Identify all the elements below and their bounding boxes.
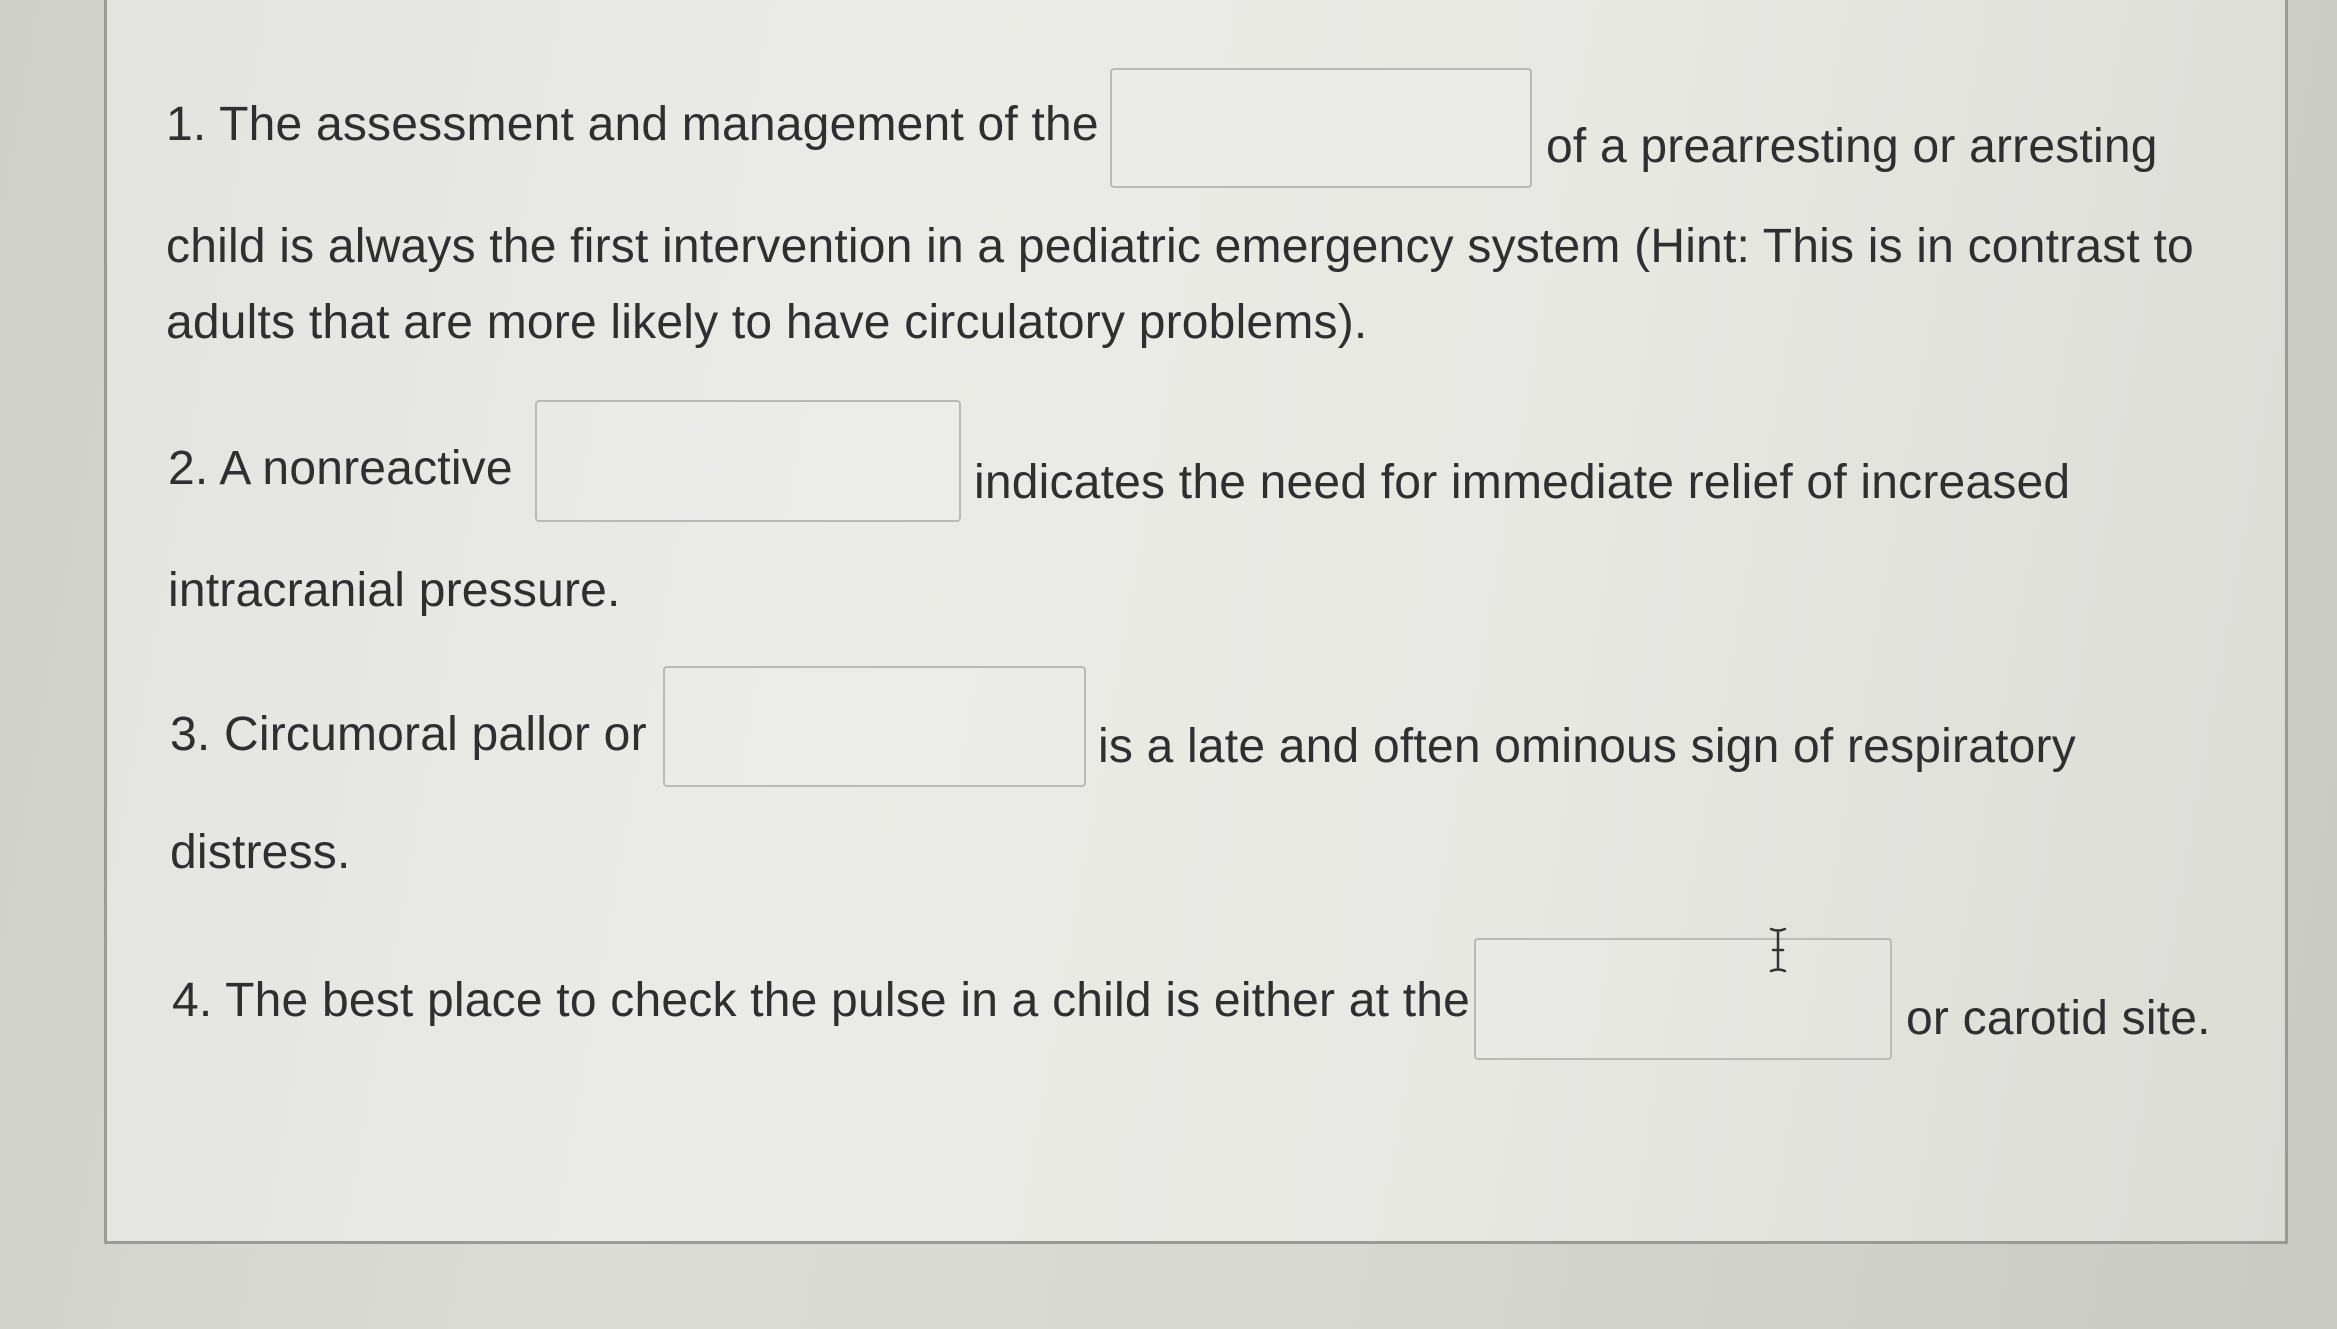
- question-2-text-line-2: intracranial pressure.: [168, 564, 621, 617]
- question-3-text-after: is a late and often ominous sign of respiratory: [1098, 720, 2076, 773]
- question-3-text-before: 3. Circumoral pallor or: [170, 708, 647, 761]
- question-1-text-line-3: adults that are more likely to have circulatory problems).: [166, 296, 1368, 349]
- question-1-text-line-2: child is always the first intervention in a pediatric emergency system (Hint: This is in contrast to: [166, 220, 2194, 273]
- question-4-answer-input[interactable]: [1474, 938, 1892, 1060]
- question-1-text-before: 1. The assessment and management of the: [166, 98, 1099, 151]
- text-cursor-icon: [1768, 926, 1788, 974]
- question-2-text-before: 2. A nonreactive: [168, 442, 513, 495]
- question-2-text-after: indicates the need for immediate relief of increased: [974, 456, 2071, 509]
- question-3-answer-input[interactable]: [663, 666, 1086, 787]
- question-1-answer-input[interactable]: [1110, 68, 1532, 188]
- question-4-text-after: or carotid site.: [1906, 992, 2211, 1045]
- question-1-text-after: of a prearresting or arresting: [1546, 120, 2158, 173]
- question-4-text-before: 4. The best place to check the pulse in a child is either at the: [172, 974, 1471, 1027]
- question-3-text-line-2: distress.: [170, 826, 351, 879]
- question-2-answer-input[interactable]: [535, 400, 961, 522]
